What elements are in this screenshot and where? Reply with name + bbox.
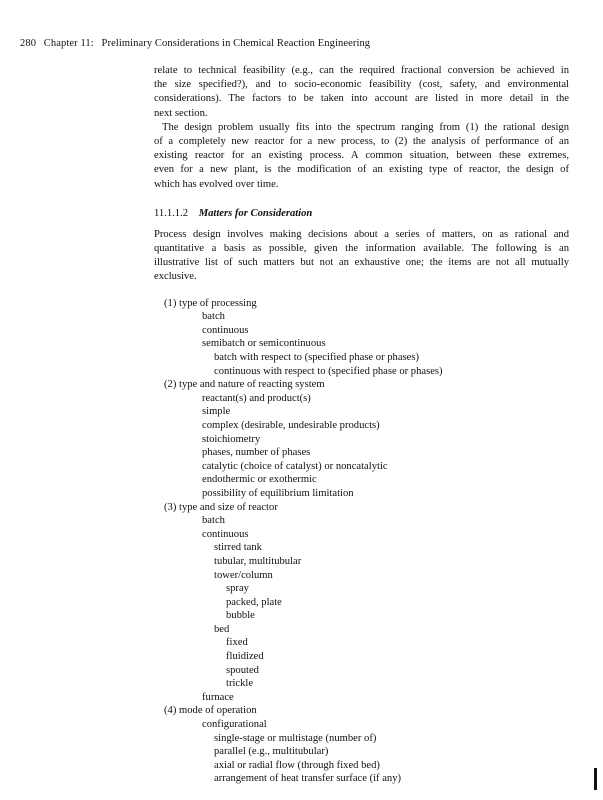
list-item: phases, number of phases bbox=[202, 447, 311, 459]
list-item: tubular, multitubular bbox=[214, 555, 302, 567]
list-item: reactant(s) and product(s) bbox=[202, 392, 311, 404]
text-line: illustrative list of such matters but not an exhaustive one; the items are not all mutually bbox=[154, 257, 569, 269]
section-heading bbox=[154, 208, 569, 219]
page-number: 280 bbox=[20, 38, 37, 49]
list-item: spouted bbox=[226, 664, 259, 676]
text-line: Process design involves making decisions about a series of matters, on as rational and bbox=[154, 228, 569, 240]
list-item: continuous bbox=[202, 324, 249, 336]
list-item: fixed bbox=[226, 637, 248, 649]
list-item: single-stage or multistage (number of) bbox=[214, 732, 377, 744]
list-item: stirred tank bbox=[214, 542, 262, 554]
list-item: endothermic or exothermic bbox=[202, 474, 317, 486]
text-line: the size specified?), and to socio-economic feasibility (cost, safety, and environmental bbox=[154, 79, 569, 91]
section-title: Matters for Consideration bbox=[198, 207, 313, 219]
list-item: configurational bbox=[202, 719, 267, 731]
page-body bbox=[154, 64, 569, 786]
list-heading-processing: (1) type of processing bbox=[164, 297, 257, 309]
list-item: bed bbox=[214, 623, 230, 635]
text-line: exclusive. bbox=[154, 271, 197, 283]
list-item: stoichiometry bbox=[202, 433, 261, 445]
list-item: parallel (e.g., multitubular) bbox=[214, 746, 329, 758]
text-line: even for a new plant, is the modification of an existing type of reactor, the design of bbox=[154, 164, 569, 176]
text-line: which has evolved over time. bbox=[154, 178, 279, 190]
section-number: 11.1.1.2 bbox=[154, 207, 189, 219]
list-item: possibility of equilibrium limitation bbox=[202, 487, 354, 499]
list-heading-operation: (4) mode of operation bbox=[164, 705, 257, 717]
text-line: considerations). The factors to be taken into account are listed in more detail in the bbox=[154, 93, 569, 105]
list-item: batch bbox=[202, 311, 225, 323]
list-item: bubble bbox=[226, 610, 255, 622]
list-item: continuous bbox=[202, 528, 249, 540]
list-item: spray bbox=[226, 583, 249, 595]
design-paragraph bbox=[154, 121, 569, 192]
list-item: axial or radial flow (through fixed bed) bbox=[214, 759, 380, 771]
list-item: trickle bbox=[226, 678, 254, 690]
list-item: fluidized bbox=[226, 651, 264, 663]
list-item: batch bbox=[202, 515, 225, 527]
list-heading-reactor: (3) type and size of reactor bbox=[164, 501, 278, 513]
text-line: The design problem usually fits into the spectrum ranging from (1) the rational design bbox=[162, 121, 569, 133]
list-item: semibatch or semicontinuous bbox=[202, 338, 326, 350]
list-item: catalytic (choice of catalyst) or noncatalytic bbox=[202, 460, 388, 472]
running-header bbox=[20, 38, 375, 49]
chapter-title: Preliminary Considerations in Chemical Reaction Engineering bbox=[101, 38, 371, 49]
text-line: of a completely new reactor for a new process, to (2) the analysis of performance of an bbox=[154, 136, 569, 148]
chapter-label: Chapter 11: bbox=[43, 38, 94, 49]
matters-paragraph bbox=[154, 228, 569, 285]
list-item: tower/column bbox=[214, 569, 273, 581]
text-line: next section. bbox=[154, 107, 208, 119]
text-line: relate to technical feasibility (e.g., can the required fractional conversion be achieved in bbox=[154, 65, 569, 76]
text-line: existing reactor for an existing process. A common situation, between these extremes, bbox=[154, 150, 569, 162]
list-item: furnace bbox=[202, 691, 234, 703]
intro-paragraph bbox=[154, 64, 569, 121]
list-item: batch with respect to (specified phase or phases) bbox=[214, 352, 420, 364]
list-item: simple bbox=[202, 406, 231, 418]
text-line: quantitative a basis as possible, given the information available. The following is an bbox=[154, 243, 569, 255]
list-item: continuous with respect to (specified phase or phases) bbox=[214, 365, 443, 377]
matters-list bbox=[154, 297, 569, 786]
list-item: packed, plate bbox=[226, 596, 282, 608]
page-edge-mark bbox=[594, 768, 597, 790]
list-item: complex (desirable, undesirable products) bbox=[202, 419, 380, 431]
list-heading-reacting-system: (2) type and nature of reacting system bbox=[164, 379, 325, 391]
list-item: arrangement of heat transfer surface (if any) bbox=[214, 773, 402, 785]
